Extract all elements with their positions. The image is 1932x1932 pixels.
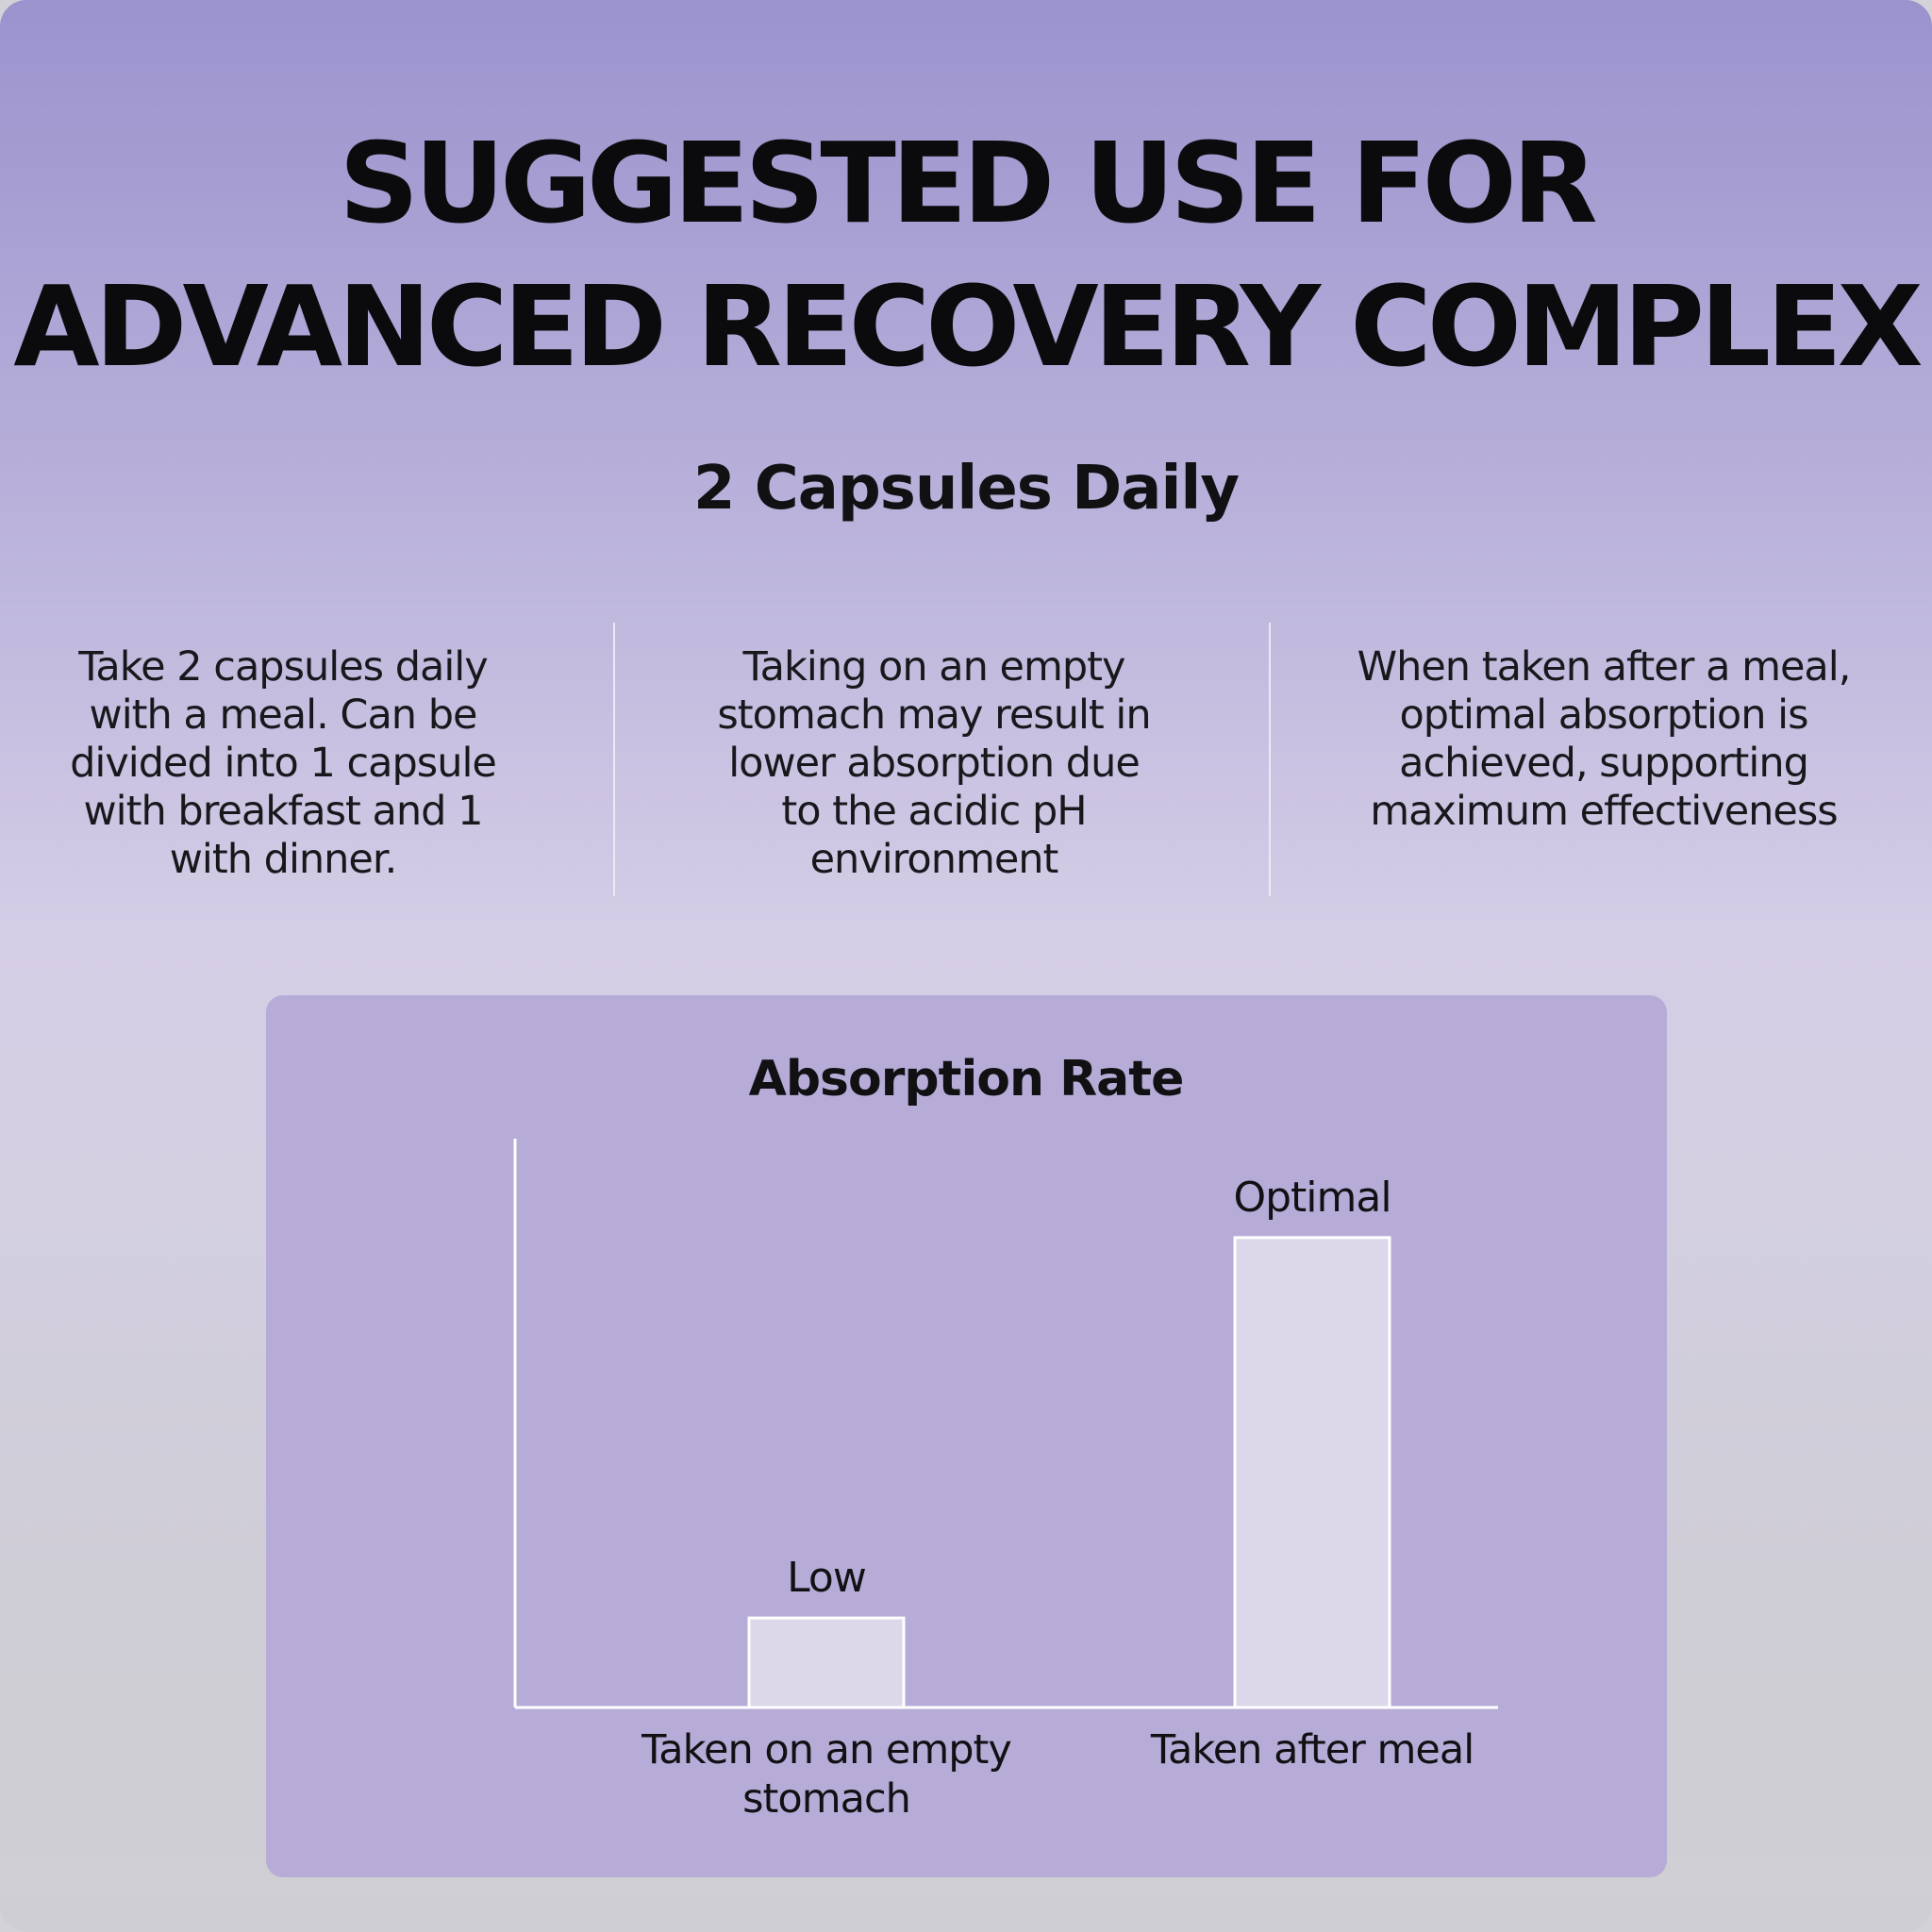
column-text-line: lower absorption due (728, 740, 1140, 787)
column-divider (1269, 623, 1271, 896)
column-text-line: stomach may result in (717, 691, 1151, 739)
absorption-bar-chart (266, 995, 1667, 1877)
instruction-column-dosage (38, 643, 528, 884)
absorption-chart-card (266, 995, 1667, 1877)
column-text-line: with a meal. Can be (89, 691, 477, 739)
column-text-line: Taking on an empty (742, 643, 1125, 691)
category-tick-label: Taken after meal (1150, 1726, 1474, 1774)
bar-data-label: Optimal (1233, 1173, 1391, 1222)
page-title-line-1: SUGGESTED USE FOR (339, 118, 1593, 248)
instruction-column-after-meal (1330, 643, 1877, 836)
column-text-line: Take 2 capsules daily (78, 643, 488, 691)
instruction-column-empty-stomach (689, 643, 1179, 884)
column-text-line: optimal absorption is (1399, 691, 1808, 739)
column-text-line: to the acidic pH (781, 788, 1087, 835)
column-text-line: with breakfast and 1 (83, 788, 483, 835)
bar-data-label: Low (787, 1554, 866, 1603)
dosage-subtitle: 2 Capsules Daily (692, 454, 1240, 524)
category-tick-label: stomach (742, 1775, 910, 1823)
column-text-line: with dinner. (169, 836, 397, 883)
bar-1 (749, 1618, 904, 1707)
page-title-line-2: ADVANCED RECOVERY COMPLEX (13, 261, 1919, 391)
column-text-line: achieved, supporting (1399, 740, 1808, 787)
category-tick-label: Taken on an empty (641, 1726, 1011, 1774)
column-divider (613, 623, 615, 896)
column-text-line: maximum effectiveness (1370, 788, 1838, 835)
chart-title: Absorption Rate (748, 1051, 1184, 1108)
column-text-line: When taken after a meal, (1357, 643, 1851, 691)
bar-2 (1235, 1238, 1390, 1707)
page-title (0, 111, 1932, 398)
column-text-line: environment (809, 836, 1058, 883)
column-text-line: divided into 1 capsule (70, 740, 496, 787)
